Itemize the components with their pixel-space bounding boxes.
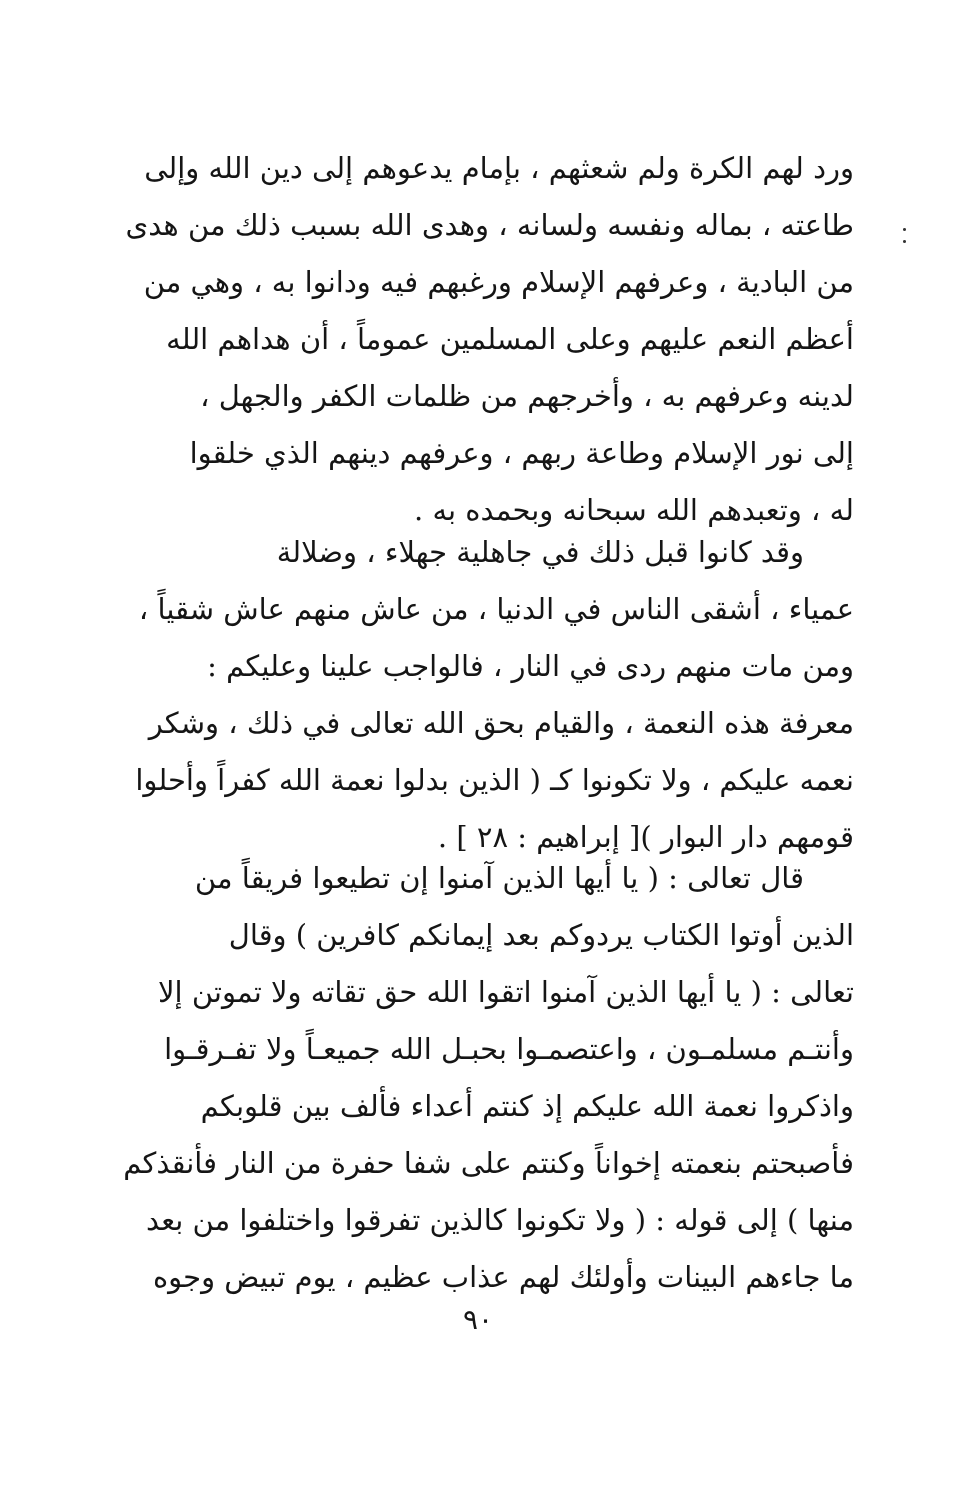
text-line: من البادية ، وعرفهم الإسلام ورغبهم فيه ودانوا به ، وهي من	[143, 265, 854, 299]
paragraph-3	[98, 850, 854, 1306]
text-line: ورد لهم الكرة ولم شعثهم ، بإمام يدعوهم إلى دين الله وإلى	[144, 151, 854, 185]
text-line: وأنتـم مسلمـون ، واعتصمـوا بحبـل الله جميعـاً ولا تفـرقـوا	[164, 1032, 854, 1066]
text-line: وقد كانوا قبل ذلك في جاهلية جهلاء ، وضلالة	[276, 535, 804, 569]
text-line: تعالى : ( يا أيها الذين آمنوا اتقوا الله حق تقاته ولا تموتن إلا	[158, 975, 854, 1009]
page-number: ٩٠	[462, 1303, 494, 1336]
text-line: قال تعالى : ( يا أيها الذين آمنوا إن تطيعوا فريقاً من	[194, 861, 804, 895]
text-line: طاعته ، بماله ونفسه ولسانه ، وهدى الله بسبب ذلك من هدى	[125, 208, 854, 242]
paragraph-1	[98, 140, 854, 539]
text-line: قومهم دار البوار )[ إبراهيم : ٢٨ ] .	[437, 820, 854, 854]
text-line: أعظم النعم عليهم وعلى المسلمين عموماً ، أن هداهم الله	[166, 322, 854, 356]
text-line: ما جاءهم البينات وأولئك لهم عذاب عظيم ، يوم تبيض وجوه	[152, 1260, 854, 1294]
text-line: لدينه وعرفهم به ، وأخرجهم من ظلمات الكفر والجهل ،	[200, 379, 854, 413]
text-line: ومن مات منهم ردى في النار ، فالواجب علينا وعليكم :	[207, 649, 854, 683]
text-line: واذكروا نعمة الله عليكم إذ كنتم أعداء فألف بين قلوبكم	[200, 1089, 854, 1123]
text-line: إلى نور الإسلام وطاعة ربهم ، وعرفهم دينهم الذي خلقوا	[189, 436, 854, 470]
text-line: فأصبحتم بنعمته إخواناً وكنتم على شفا حفرة من النار فأنقذكم	[123, 1146, 854, 1180]
text-line: معرفة هذه النعمة ، والقيام بحق الله تعالى في ذلك ، وشكر	[148, 706, 854, 740]
margin-dots-mark	[903, 228, 906, 248]
paragraph-2	[98, 524, 854, 866]
text-line: نعمه عليكم ، ولا تكونوا كـ ( الذين بدلوا نعمة الله كفراً وأحلوا	[135, 763, 854, 797]
text-line: منها ) إلى قوله : ( ولا تكونوا كالذين تفرقوا واختلفوا من بعد	[146, 1203, 854, 1237]
text-line: الذين أوتوا الكتاب يردوكم بعد إيمانكم كافرين ) وقال	[228, 918, 854, 952]
text-line: له ، وتعبدهم الله سبحانه وبحمده به .	[414, 493, 854, 527]
text-line: عمياء ، أشقى الناس في الدنيا ، من عاش منهم عاش شقياً ،	[138, 592, 854, 626]
